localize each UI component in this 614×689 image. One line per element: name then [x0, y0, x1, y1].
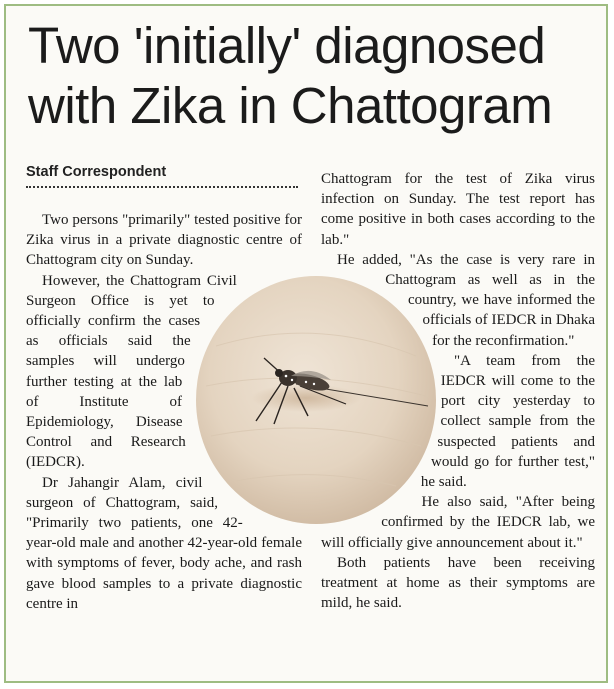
- paragraph: Dr Jahangir Alam, civil surgeon of Chattogram, said, "Primarily two patients, one 42-year-old male and another 42-year-old female with symptoms of fever, body ache, and rash gave blood samples to a private diagnostic centre in: [26, 474, 302, 612]
- newspaper-clipping: [4, 4, 608, 683]
- headline: [28, 16, 598, 136]
- paragraph: Both patients have been receiving treatment at home as their symptoms are mild, he said.: [321, 554, 595, 612]
- headline-line-1: Two 'initially' diagnosed: [28, 17, 546, 74]
- paragraph: Two persons "primarily" tested positive for Zika virus in a private diagnostic centre of Chattogram city on Sunday.: [26, 212, 302, 269]
- paragraph: "A team from the IEDCR will come to the port city yesterday to collect sample from the suspected patients and would go for further test," he said.: [420, 352, 595, 491]
- mosquito-photo: [196, 276, 436, 524]
- paragraph: He also said, "After being confirmed by the IEDCR lab, we will officially give announcement about it.": [321, 494, 595, 551]
- byline: Staff Correspondent: [26, 164, 298, 188]
- paragraph: However, the Chattogram Civil Surgeon Office is yet to officially confirm the cases as officials said the samples will undergo further testing at the lab of Institute of Epidemiology, Disease Control and Research (IEDCR).: [26, 272, 237, 471]
- paragraph: He added, "As the case is very rare in Chattogram as well as in the country, we have informed the officials of IEDCR in Dhaka for the reconfirmation.": [337, 251, 595, 349]
- headline-line-2: with Zika in Chattogram: [28, 77, 553, 134]
- paragraph: Chattogram for the test of Zika virus infection on Sunday. The test report has come positive in both cases according to the lab.": [321, 171, 595, 248]
